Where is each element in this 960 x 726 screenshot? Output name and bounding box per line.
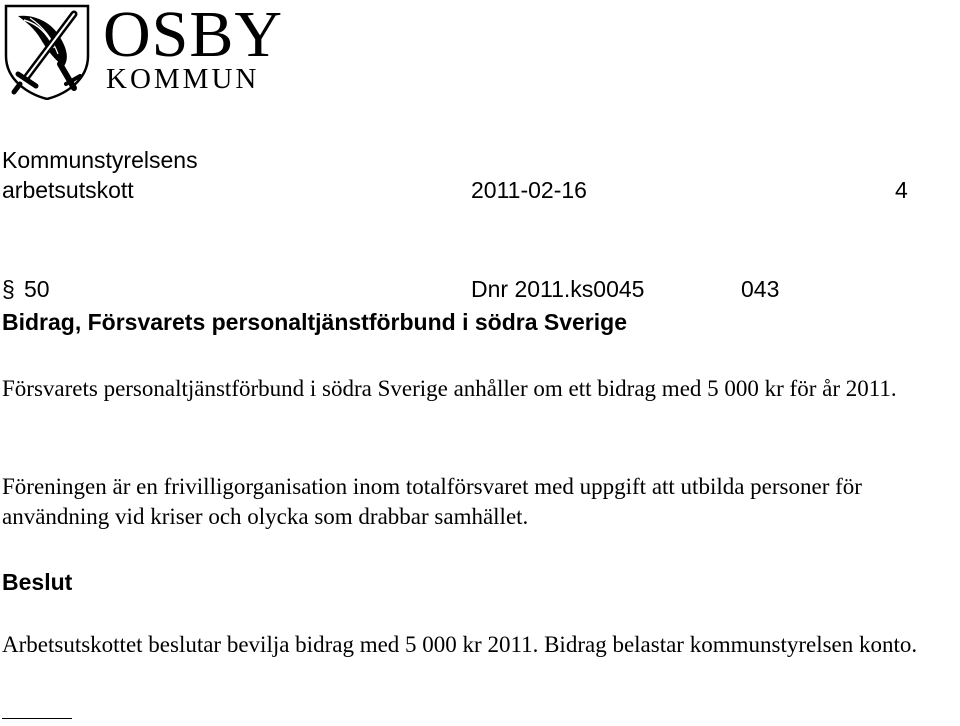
item-title: Bidrag, Försvarets personaltjänstförbund i södra Sverige: [2, 309, 627, 335]
logo-wordmark: OSBY: [103, 0, 284, 71]
diary-code: 043: [741, 276, 780, 302]
section-sign: §: [2, 276, 15, 302]
committee-name-line2: arbetsutskott: [2, 177, 134, 203]
decision-heading: Beslut: [2, 569, 73, 595]
page-number: 4: [895, 177, 908, 203]
item-number: 50: [24, 276, 50, 302]
body-paragraph-description: Föreningen är en frivilligorganisation inom totalförsvaret med uppgift att utbilda personer för användning vid kriser och olycka som drabbar samhället.: [2, 474, 862, 529]
meeting-date: 2011-02-16: [471, 177, 587, 203]
decision-paragraph: Arbetsutskottet beslutar bevilja bidrag med 5 000 kr 2011. Bidrag belastar kommunstyrelsen konto.: [2, 632, 918, 657]
municipality-emblem-icon: [4, 4, 90, 100]
signature-rule: [2, 718, 72, 719]
body-paragraph-request: Försvarets personaltjänstförbund i södra Sverige anhåller om ett bidrag med 5 000 kr för år 2011.: [2, 376, 897, 401]
logo-subtitle: KOMMUN: [106, 63, 260, 95]
committee-name-line1: Kommunstyrelsens: [2, 147, 198, 173]
diary-number: Dnr 2011.ks0045: [471, 276, 645, 302]
